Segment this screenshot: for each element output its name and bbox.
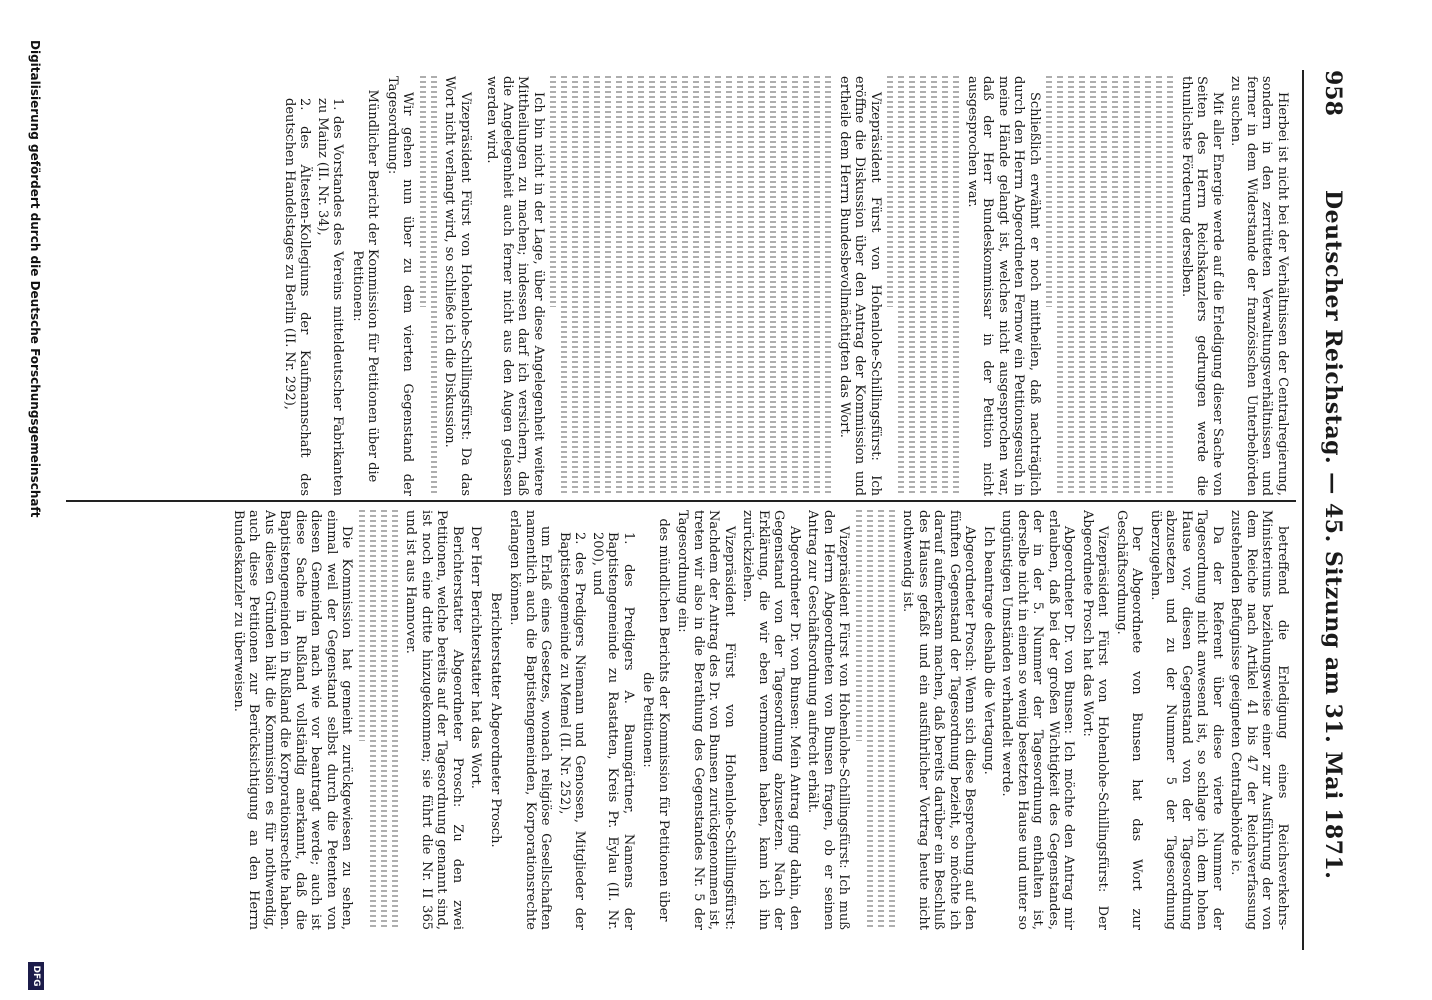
speaker-paragraph: Vizepräsident Fürst von Hohenlohe-Schillingsfürst: Ich eröffne die Diskussion über den Antrag der Kommission und ertheile dem Herrn Bundesbevollmächtigten das Wort. <box>837 76 883 496</box>
illegible-text-block <box>420 76 437 496</box>
column-divider <box>66 500 1296 502</box>
paragraph: Hierbei ist nicht bei der Verhältnissen der Centralregierung, sondern in den zerrütteten Verwaltungsverhältnissen und ferner in dem Widerstande der französischen Unterbehörden zu suchen. <box>1228 76 1290 496</box>
paragraph: Berichterstatter Abgeordneter Prosch. <box>488 592 503 848</box>
credit-text: Digitalisierung gefördert durch die Deutsche Forschungsgemeinschaft <box>28 40 42 518</box>
speaker-paragraph: Abgeordneter Prosch: Wenn sich diese Besprechung auf den fünften Gegenstand der Tagesordnung bezieht, so möchte ich darauf aufmerksam machen, daß bereits darüber ein Beschluß des Hauses gefaßt und ein ausführlicher Vortrag heute nicht nothwendig ist. <box>900 510 978 930</box>
dfg-logo-icon: DFG <box>28 962 44 990</box>
list-item: 2. des Ältesten-Kollegiums der Kaufmannschaft des deutschen Handelstages zu Berlin (II. Nr. 292), <box>282 98 313 496</box>
speaker-paragraph: Abgeordneter Dr. von Bunsen: Ich möchte den Antrag mir erlauben, daß bei der großen Wichtigkeit des Gegenstandes, der in der 5. Nummer der Tagesordnung enthalten ist, derselbe nicht in einem so wenig besetzten Hause und unter so ungünstigen Umständen verhandelt werde. <box>999 510 1077 930</box>
illegible-text-block <box>1047 76 1174 496</box>
paragraph: Ich beantrage deshalb die Vertagung. <box>981 526 996 775</box>
paragraph: Da der Referent über diese vierte Nummer der Tagesordnung nicht anwesend ist, so schlage ich dem hohen Hause vor, diesen Gegenstand von der Tagesordnung abzusetzen und zu der Nummer 5 der Tagesordnung überzugehen. <box>1148 510 1225 930</box>
list-intro: Mündlicher Bericht der Kommission für Petitionen über die Petitionen: <box>350 89 381 483</box>
paragraph: Die Kommission hat gemeint zurückgewiesen zu sehen, einmal weil der Gegenstand selbst durch die Petenten von diesen Gemeinden nach wie vor beantragt werde; auch ist diese Sache in Rußland vollständig anerkannt, daß die Baptistengemeinden in Rußland die Korporationsrechte haben. Aus diesen Gründen hält die Kommission es für nothwendig, auch diese Petitionen zur Berücksichtigung an den Herrn Bundeskanzler zu überweisen. <box>231 510 355 930</box>
paragraph: Schließlich erwähnt er noch mittheilen, daß nachträglich durch den Herrn Abgeordneten Fernow ein Petitionsgesuch in meine Hände gelangt ist, welches nicht ausgesprochen war, daß der Herr Bundeskommissar in der Petition nicht ausgesprochen war. <box>965 76 1042 496</box>
petition-list <box>282 76 346 496</box>
illegible-text-block <box>856 510 895 930</box>
list-item: 1. des Predigers A. Baumgärtner, Namens der Baptistengemeinde zu Rastatten, Kreis Pr. Eylau (II. Nr. 200), und <box>590 532 636 930</box>
speaker-paragraph: Abgeordneter Dr. von Bunsen: Mein Antrag ging dahin, den Gegenstand von der Tagesordnung abzusetzen. Nach der Erklärung, die wir eben vernommen haben, kann ich ihn zurückziehen. <box>740 510 802 930</box>
speaker-paragraph: Vizepräsident Fürst von Hohenlohe-Schillingsfürst: Nachdem der Antrag des Dr. von Bunsen zurückgenommen ist, treten wir also in die Berathung des Gegenstandes Nr. 5 der Tagesordnung ein: <box>675 510 737 930</box>
illegible-text-block <box>359 510 398 930</box>
list-intro: des mündlichen Berichts der Kommission für Petitionen über die Petitionen: <box>640 518 671 922</box>
speaker-paragraph: Vizepräsident Fürst von Hohenlohe-Schillingsfürst: Da das Wort nicht verlangt wird, so schließe ich die Diskussion. <box>442 76 473 496</box>
speaker-paragraph: Berichterstatter Abgeordneter Prosch: Zu den zwei Petitionen, welche bereits auf der Tagesordnung genannt sind, ist noch eine dritte hinzugekommen; sie führt die Nr. II 365 und ist aus Hannover. <box>403 510 465 930</box>
list-item: 1. des Vorstandes des Vereins mitteldeutscher Fabrikanten zu Mainz (II. Nr. 34), <box>315 98 346 496</box>
running-title: Deutscher Reichstag. — 45. Sitzung am 31. Mai 1871. <box>1320 190 1346 880</box>
right-column <box>70 510 1290 930</box>
illegible-text-block <box>551 76 832 496</box>
petition-list <box>557 510 637 930</box>
paragraph: Ich bin nicht in der Lage, über diese Angelegenheit weitere Mittheilungen zu machen; indessen darf ich versichern, daß die Angelegenheit auch ferner nicht aus den Augen gelassen werden wird. <box>484 76 546 496</box>
paragraph: betreffend die Erledigung eines Reichsverkehrs-Ministeriums beziehungsweise einer zur Ausführung der von dem Reiche nach Artikel 41 bis 47 der Reichsverfassung zustehenden Befugnisse geeigneten Centralbehörde ic. <box>1228 510 1290 930</box>
illegible-text-block <box>888 76 960 496</box>
paragraph: Der Abgeordnete von Bunsen hat das Wort zur Geschäftsordnung. <box>1114 510 1145 930</box>
speaker-paragraph: Vizepräsident Fürst von Hohenlohe-Schillingsfürst: Der Abgeordnete Prosch hat das Wort: <box>1080 510 1111 930</box>
paragraph: Wir gehen nun über zu dem vierten Gegenstand der Tagesordnung: <box>385 76 416 496</box>
list-item: 2. des Predigers Niemann und Genossen, Mitglieder der Baptistengemeinde zu Memel (II. Nr. 252), <box>557 532 588 930</box>
header-rule <box>1302 70 1304 950</box>
digitization-credit <box>22 40 46 1000</box>
paragraph: Mit aller Energie werde auf die Erledigung dieser Sache von Seiten des Herrn Reichskanzlers gedrungen werde die thunlichste Förderung derselben. <box>1179 76 1225 496</box>
paragraph: Der Herr Berichterstatter hat das Wort. <box>468 526 484 789</box>
page-header <box>1312 70 1352 950</box>
paragraph: um Erlaß eines Gesetzes, wonach religiöse Gesellschaften namentlich auch die Baptistengemeinden, Korporationsrechte erlangen können. <box>507 510 554 930</box>
page-number: 958 <box>1320 70 1346 116</box>
speaker-paragraph: Vizepräsident Fürst von Hohenlohe-Schillingsfürst: Ich muß den Herrn Abgeordneten von Bunsen fragen, ob er seinen Antrag zur Geschäftsordnung aufrecht erhält. <box>805 510 852 930</box>
left-column <box>70 76 1290 496</box>
